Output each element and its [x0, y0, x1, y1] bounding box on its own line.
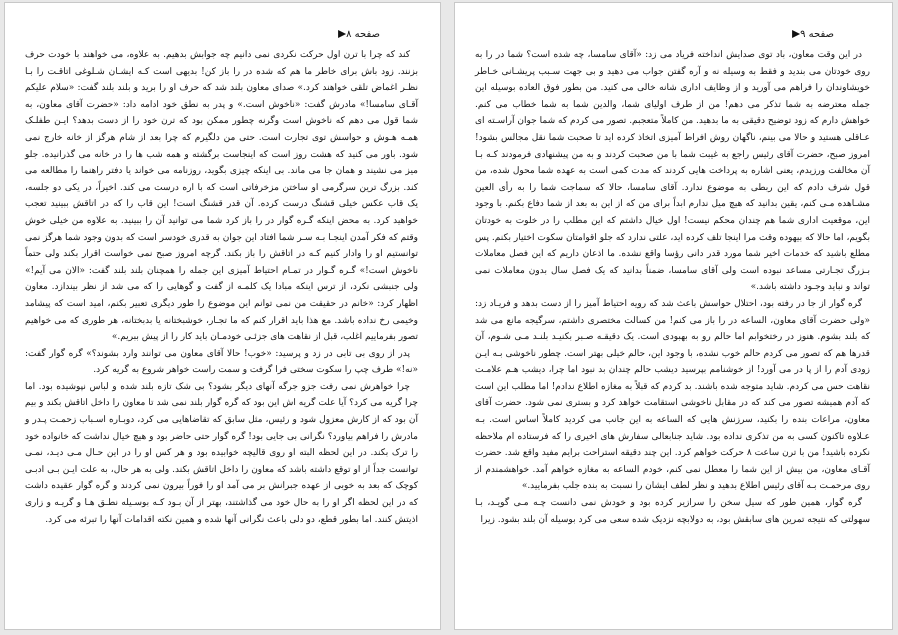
page-text — [25, 47, 418, 528]
page-text — [475, 47, 870, 528]
right-page — [454, 2, 893, 630]
left-page — [4, 2, 441, 630]
page-number-header — [335, 29, 380, 40]
paragraph: گره گوار از جا در رفته بود، احتلال حواسش باعث شد که رویه احتیاط آمیز را از دست بدهد و فریـاد زد: «ولی حضرت آقای معاون، الساعه در را باز می کنم! من کسالت مختصری داشتم، سرگیجه مانع می شد که بلند بشوم. هنوز در رختخوابم اما حالم رو به بهبودی است. یک دقیقـه صـبر بکنیـد بلنـد مـی شـوم، آن قدرها هم که تصور می کردم حالم خوب نشده، با وجود این، حالم خیلی بهتر است. چطور ناخوشی بـه ایـن زودی آدم را از پا در می آورد! از خوشنامم بپرسید دیشب حالم چندان بد نبود اما چرا، دیشب هـم علامـت نقاهت حس می کردم. شاید متوجه شده باشند. بد کردم که قبلاً به مغازه اطلاع ندادم! اما مطلب این است که آدم همیشه تصور می کند که در مقابل ناخوشی استقامت خواهد کرد و بستری نمی شود. حضرت آقای معاون، مراعات بنده را بکنید، سرزنش هایی که الساعه به این جانب می کردید کاملاً اساس است. بـه عـلاوه تاکنون کسی به من تذکری نداده بود. شاید جنابعالی سفارش های اخیری را که فرستاده ام ملاحظه نکرده باشید! من با ترن ساعت ۸ حرکت خواهم کرد. این چند دقیقه استراحت برایم مفید واقع شد. حضرت آقـای معاون، من بیش از این شما را معطل نمی کنم، خودم الساعه به مغازه خواهم آمد. خواهشمندم از روی مرحمـت بـه آقای رئیس اطلاع بدهید و نظر لطف ایشان را نسبت به بنده جلب بفرمایید.» — [475, 298, 870, 492]
page-mark-icon — [792, 30, 800, 38]
paragraph: چرا خواهرش نمی رفت جزو جرگه آنهای دیگر بشود؟ بی شک تازه بلند شده و لباس نپوشیده بود. اما چرا گریه می کرد؟ آیا علت گریه اش این بود که گره گوار بلند نمی شد تا معاون را داخل اتاقش بکند و بیم آن بود که از کارش معزول شود و رئیس، مثل سابق که تقاضاهایی می کرد، دوبـاره اسـباب زحمـت پـدر و مادرش را فراهم بیاورد؟ نگرانی بی جایی بود! گره گوار حتی حاضر بود و هیچ خیال نداشت که خانواده خود را ترک بکند. در این لحظه البته او روی قالیچه خوابیده بود و هر کس او را در این حـال مـی دیـد، نمـی توانست جداً از او توقع داشته باشد که معاون را داخل اتاقش بکند. ولی به هر حال، به علت ایـن بـی ادبـی کوچک که بعد به خوبی از عهده جبرانش بر می آمد او را فوراً بیرون نمی کردند و گره گوار عقیده داشت که در این لحظه اگر او را به حال خود می گذاشتند، بهتر از آن بـود کـه بوسـیله نطـق هـا و گریـه و زاری اذیتش کنند. اما بطور قطع، دو دلی باعث نگرانی آنها شده و همین نکته اقدامات آنها را تبرئه می کرد. — [25, 381, 418, 525]
paragraph: گره گوار، همین طور که سیل سخن را سرازیر کرده بود و خودش نمی دانست چـه مـی گویـد، بـا سهولتی که نتیجه تمرین های سابقش بود، به دولابچه نزدیک شده سعی می کرد بوسیله آن بلند بشود. زیرا — [475, 498, 870, 525]
page-number-9: صفحه ۹ — [800, 29, 834, 40]
paragraph: در این وقت معاون، باد توی صدایش انداخته فریاد می زد: «آقای سامسا، چه شده است؟ شما در را به روی خودتان می بندید و فقط به وسیله نه و آره گفتن جواب می دهید و بی جهت سـبب پریشـانی خـاطر خویشاوندان را فراهم می آورید و از وظایف اداری شانه خالی می کنید. من بطور فوق العاده بوسیله این جمله معترضه به شما تذکر می دهم! من از طرف اولیای شما، والدین شما به شما خطاب می کنم. خواهش دارم که زود توضیح دقیقی به ما بدهید. من کاملاً متعجبم. تصور می کردم که شما جوان آراسـته ای عـاقلی هستید و حالا می بینم، ناگهان روش افراط آمیزی اتخاذ کرده اید تا صحبت شما نقل مجالس بشود! امروز صبح، حضرت آقای رئیس راجع به غیبت شما با من صحبت کردند و به من پیشنهادی فرمودند کـه بـا آن مخالفت ورزیدم، یعنی اشاره به پرداخت هایی کردند که مدت کمی است به عهده شما محول شده، من قول شرف دادم که این ربطی به موضوع ندارد. آقای سامسا، حالا که سماجت شما را به رأی العین مشـاهده مـی کنم، یقین بدانید که هیچ میل ندارم ابداً برای من که از این به بعد از شما دفاع بکنم. با وجود این، موقعیت اداری شما هم چندان محکم نیست! اول خیال داشتم که این مطلب را در خلوت به خودتان بگویم، اما حالا که بیهوده وقت مرا اینجا تلف کرده اید، علتی ندارد که جلو اقوامتان سکوت اختیار بکنم. پس مطلع باشید که خدمات اخیر شما مورد قدر دانی رؤسا واقع نشده. ما اذعان داریم که این فصل معاملات بـزرگ تجـارتی مساعد نبوده است ولی آقای سامسا، ضمناً بدانید که یک فصل سال بدون معاملات نمی تواند و نباید وجـود داشته باشد.» — [475, 50, 870, 293]
page-number-header — [789, 29, 834, 40]
page-mark-icon — [338, 30, 346, 38]
page-number-8: صفحه ۸ — [346, 29, 380, 40]
paragraph: پدر از روی بی تابی در زد و پرسید: «خوب! حالا آقای معاون می توانند وارد بشوند؟» گره گوار گفت: «نه!» طرف چپ را سکوت سختی فرا گرفت و سمت راست خواهر شروع به گریه کرد. — [25, 348, 418, 376]
paragraph: کند که چرا با ترن اول حرکت نکردی نمی دانیم چه جوابش بدهیم. به علاوه، می خواهند با خودت حرف بزنند. زود باش برای خاطر ما هم که شده در را باز کن! بدیهی است کـه ایشـان شـلوغی اتاقـت را بـا نظـر اغماض تلقی خواهند کرد.» صدای معاون بلند شد که حرف او را برید و بلند بلند گفت: «سلام علیکم آقـای سامسا!» مادرش گفت: «ناخوش است.» و پدر به نطق خود ادامه داد: «حضرت آقای معاون، به شما قول می دهم که ناخوش است وگرنه چطور ممکن بود که ترن خود را از دست بدهد؟ ایـن طفلـک همـه هـوش و حواسش توی تجارت است. حتی من دلگیرم که چرا بعد از شام هرگز از خانه خارج نمی شود. باور می کنید که هشت روز است که اینجاست برگشته و همه شب ها را در خانه می گذرانیده. جلو میز می نشیند و همان جا می ماند. بی اینکه چیزی بگوید، روزنامه می خواند یا دفتر راهنما را مطالعه می کند. بزرگ ترین سرگرمی او ساختن مزخرفاتی است که با اره درست می کند. اخیراً، در یکی دو جلسه، یک قاب عکس خیلی قشنگ درست کرده. آن قدر قشنگ است! این قاب را که در اتاقش ببینید تعجب خواهید کرد. به محض اینکه گـره گوار در را باز کرد شما می توانید آن را ببینید. به علاوه من خیلی خوش وقتم که فکر آمدن اینجـا بـه سـر شما افتاد این جوان به قدری خودسر است که بدون وجود شما هرگز نمی توانستیم او را وادار کنیم کـه در اتاقش را باز بکند. گرچه امروز صبح نمی خواست اقرار بکند ولی حتماً ناخوش است!» گـره گـوار در تمـام احتیاط آمیزی این جمله را همچنان بلند بلند گفت: «الان می آیم!» ولی جنبشی نکرد، از ترس اینکه مبادا یک کلمـه از گفت و گوهایی را که می شد از نظر بیندازد. معاون اظهار کرد: «خانم در حقیقت من نمی توانم این موضوع را طور دیگری تعبیر بکنم، امید است که پیشامد وخیمی رخ نداده باشد. مع هذا باید اقرار کنم که ما تجـار، خوشبختانه یا بدبختانه، هر طوری که می خواهیم تصور بفرماییم اغلب، قبل از نقاهت های جزئـی خودمـان باید کار را از پیش ببریم.» — [25, 50, 418, 343]
